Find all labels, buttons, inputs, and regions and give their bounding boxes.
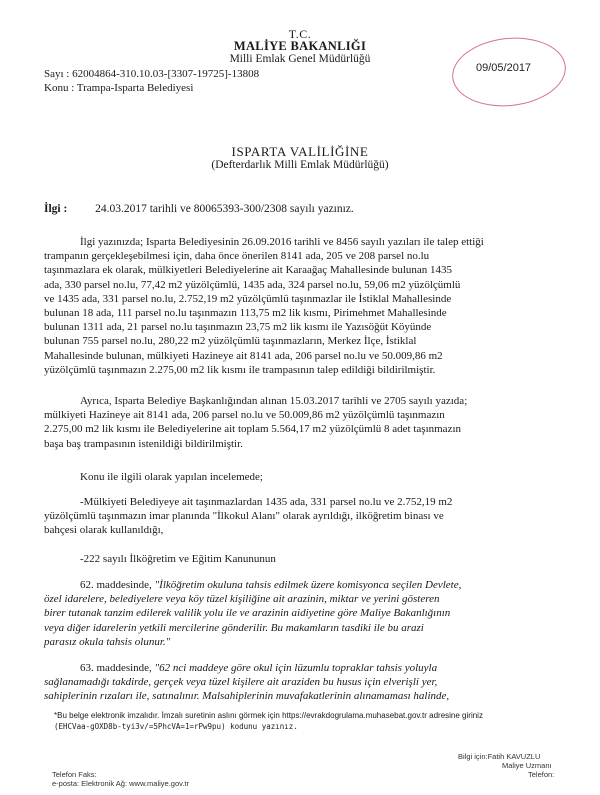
date-stamp-text: 09/05/2017 — [476, 62, 532, 74]
recipient-subtitle: (Defterdarlık Milli Emlak Müdürlüğü) — [211, 159, 389, 171]
electronic-signature-note — [54, 710, 483, 732]
paragraph-4 — [44, 495, 556, 538]
paragraph-line: ada, 330 parsel no.lu, 77,42 m2 yüzölçümlü, 1435 ada, 324 parsel no.lu, 59,06 m2 yüzölçümlü — [44, 278, 461, 291]
document-subject: Konu : Trampa-Isparta Belediyesi — [44, 82, 194, 94]
paragraph-line: bulunan 18 ada, 111 parsel no.lu taşınmazın 113,75 m2 lik kısmı, Pirimehmet Mahallesinde — [44, 307, 447, 320]
footer-title: Maliye Uzmanı — [502, 761, 552, 770]
paragraph-line: bahçesi olarak kullanıldığı, — [44, 524, 164, 537]
footer-contact-left — [52, 770, 189, 788]
paragraph-line: mülkiyeti Hazineye ait 8141 ada, 206 parsel no.lu ve 50.009,86 m2 yüzölçümlü taşınmazın — [44, 409, 445, 422]
paragraph-line: birer tutanak tanzim edilerek valilik yolu ile ve arazinin aidiyetine göre Maliye Bakanlığının — [44, 607, 451, 620]
reference-label: İlgi : — [44, 203, 68, 215]
recipient-title: ISPARTA VALİLİĞİNE — [231, 144, 369, 159]
document-number: Sayı : 62004864-310.10.03-[3307-19725]-13808 — [44, 68, 260, 80]
footer-email-web: e-posta: Elektronik Ağ: www.maliye.gov.tr — [52, 779, 189, 788]
paragraph-line: trampanın gerçekleşebilmesi için, daha önce önerilen 8141 ada, 205 ve 208 parsel no.lu — [44, 250, 430, 263]
header-directorate: Milli Emlak Genel Müdürlüğü — [229, 53, 371, 65]
footer-contact-right — [458, 752, 554, 779]
footer-phone-fax: Telefon Faks: — [52, 770, 97, 779]
paragraph-line: veya diğer idarelerin yetkili mercilerine gönderilir. Bu makamların tasdiki ile bu arazi — [44, 621, 424, 634]
paragraph-line: Konu ile ilgili olarak yapılan incelemede; — [80, 471, 263, 483]
paragraph-line: bulunan 755 parsel no.lu, 280,22 m2 yüzölçümlü taşınmazların, Merkez İlçe, İstiklal — [44, 335, 417, 348]
paragraph-line: -Mülkiyeti Belediyeye ait taşınmazlardan 1435 ada, 331 parsel no.lu ve 2.752,19 m2 — [80, 496, 453, 508]
paragraph-1 — [44, 235, 556, 377]
paragraph-7 — [44, 661, 556, 704]
reference-text: 24.03.2017 tarihli ve 80065393-300/2308 sayılı yazınız. — [95, 203, 354, 215]
paragraph-line: 2.275,00 m2 lik kısmı ile Belediyelerine ait toplam 5.564,17 m2 yüzölçümlü 8 adet taşınmazın — [44, 423, 462, 436]
paragraph-line: yüzölçümlü taşınmazın imar planında "İlkokul Alanı" olarak ayrıldığı, ilköğretim binası ve — [44, 510, 444, 523]
article-63-lead: 63. maddesinde, — [80, 662, 155, 674]
paragraph-line: özel idarelere, belediyelere veya köy tüzel kişiliğine ait arazinin, miktar ve yerini gösteren — [44, 593, 440, 606]
paragraph-line: başa baş trampasının istenildiği bildirilmiştir. — [44, 437, 243, 450]
paragraph-line: yüzölçümlü taşınmazın 2.275,00 m2 lik kısmı ile trampasının talep edildiği bildirilmiştir. — [44, 363, 436, 376]
header-tc: T.C. — [288, 27, 312, 41]
paragraph-2 — [44, 394, 556, 451]
reference-line — [44, 203, 354, 215]
paragraph-line: sahiplerinin rızaları ile, satınalınır. Malsahiplerinin muvafakatlerinin alınamaması halinde, — [44, 690, 450, 703]
paragraph-6 — [44, 578, 556, 649]
paragraph-line: taşınmazlara ek olarak, mülkiyetleri Belediyelerine ait Karaağaç Mahallesinde bulunan 1435 — [44, 264, 453, 277]
footnote-line: (EHCVaa-gOXD8b-tyi3v/=5PhcVA=1=rPw9pu) kodunu yazınız. — [54, 722, 298, 731]
paragraph-line: -222 sayılı İlköğretim ve Eğitim Kanununun — [80, 553, 276, 565]
paragraph-line: parasız okula tahsis olunur." — [44, 635, 171, 648]
paragraph-5 — [80, 552, 592, 566]
paragraph-line: "62 nci maddeye göre okul için lüzumlu topraklar tahsis yoluyla — [154, 662, 438, 674]
footer-phone: Telefon: — [528, 770, 555, 779]
article-62-lead: 62. maddesinde, — [80, 579, 155, 591]
paragraph-3 — [80, 470, 592, 484]
footnote-line: *Bu belge elektronik imzalıdır. İmzalı suretinin aslını görmek için https://evrakdogrulama.muhasebat.gov.tr adresine giriniz — [54, 711, 483, 720]
paragraph-line: bulunan 1311 ada, 21 parsel no.lu taşınmazın 23,75 m2 lik kısmı ile Yazısöğüt Köyünde — [44, 321, 432, 334]
paragraph-line: sağlanamadığı takdirde, gerçek veya tüzel kişilere ait araziden bu husus için elverişli yer, — [44, 676, 438, 689]
header-ministry: MALİYE BAKANLIĞI — [233, 39, 367, 53]
footer-info-person: Bilgi için:Fatih KAVUZLU — [458, 752, 541, 761]
paragraph-line: "İlköğretim okuluna tahsis edilmek üzere komisyonca seçilen Devlete, — [154, 579, 462, 591]
paragraph-line: Ayrıca, Isparta Belediye Başkanlığından alınan 15.03.2017 tarihli ve 2705 sayılı yazıda; — [80, 395, 468, 407]
paragraph-line: Mahallesinde bulunan, mülkiyeti Hazineye ait 8141 ada, 206 parsel no.lu ve 50.009,86 m2 — [44, 349, 443, 362]
paragraph-line: İlgi yazınızda; Isparta Belediyesinin 26.09.2016 tarihli ve 8456 sayılı yazıları ile talep ettiği — [80, 236, 484, 248]
paragraph-line: ve 1435 ada, 331 parsel no.lu, 2.752,19 m2 yüzölçümlü taşınmazlar ile İstiklal Mahallesinde — [44, 292, 452, 305]
